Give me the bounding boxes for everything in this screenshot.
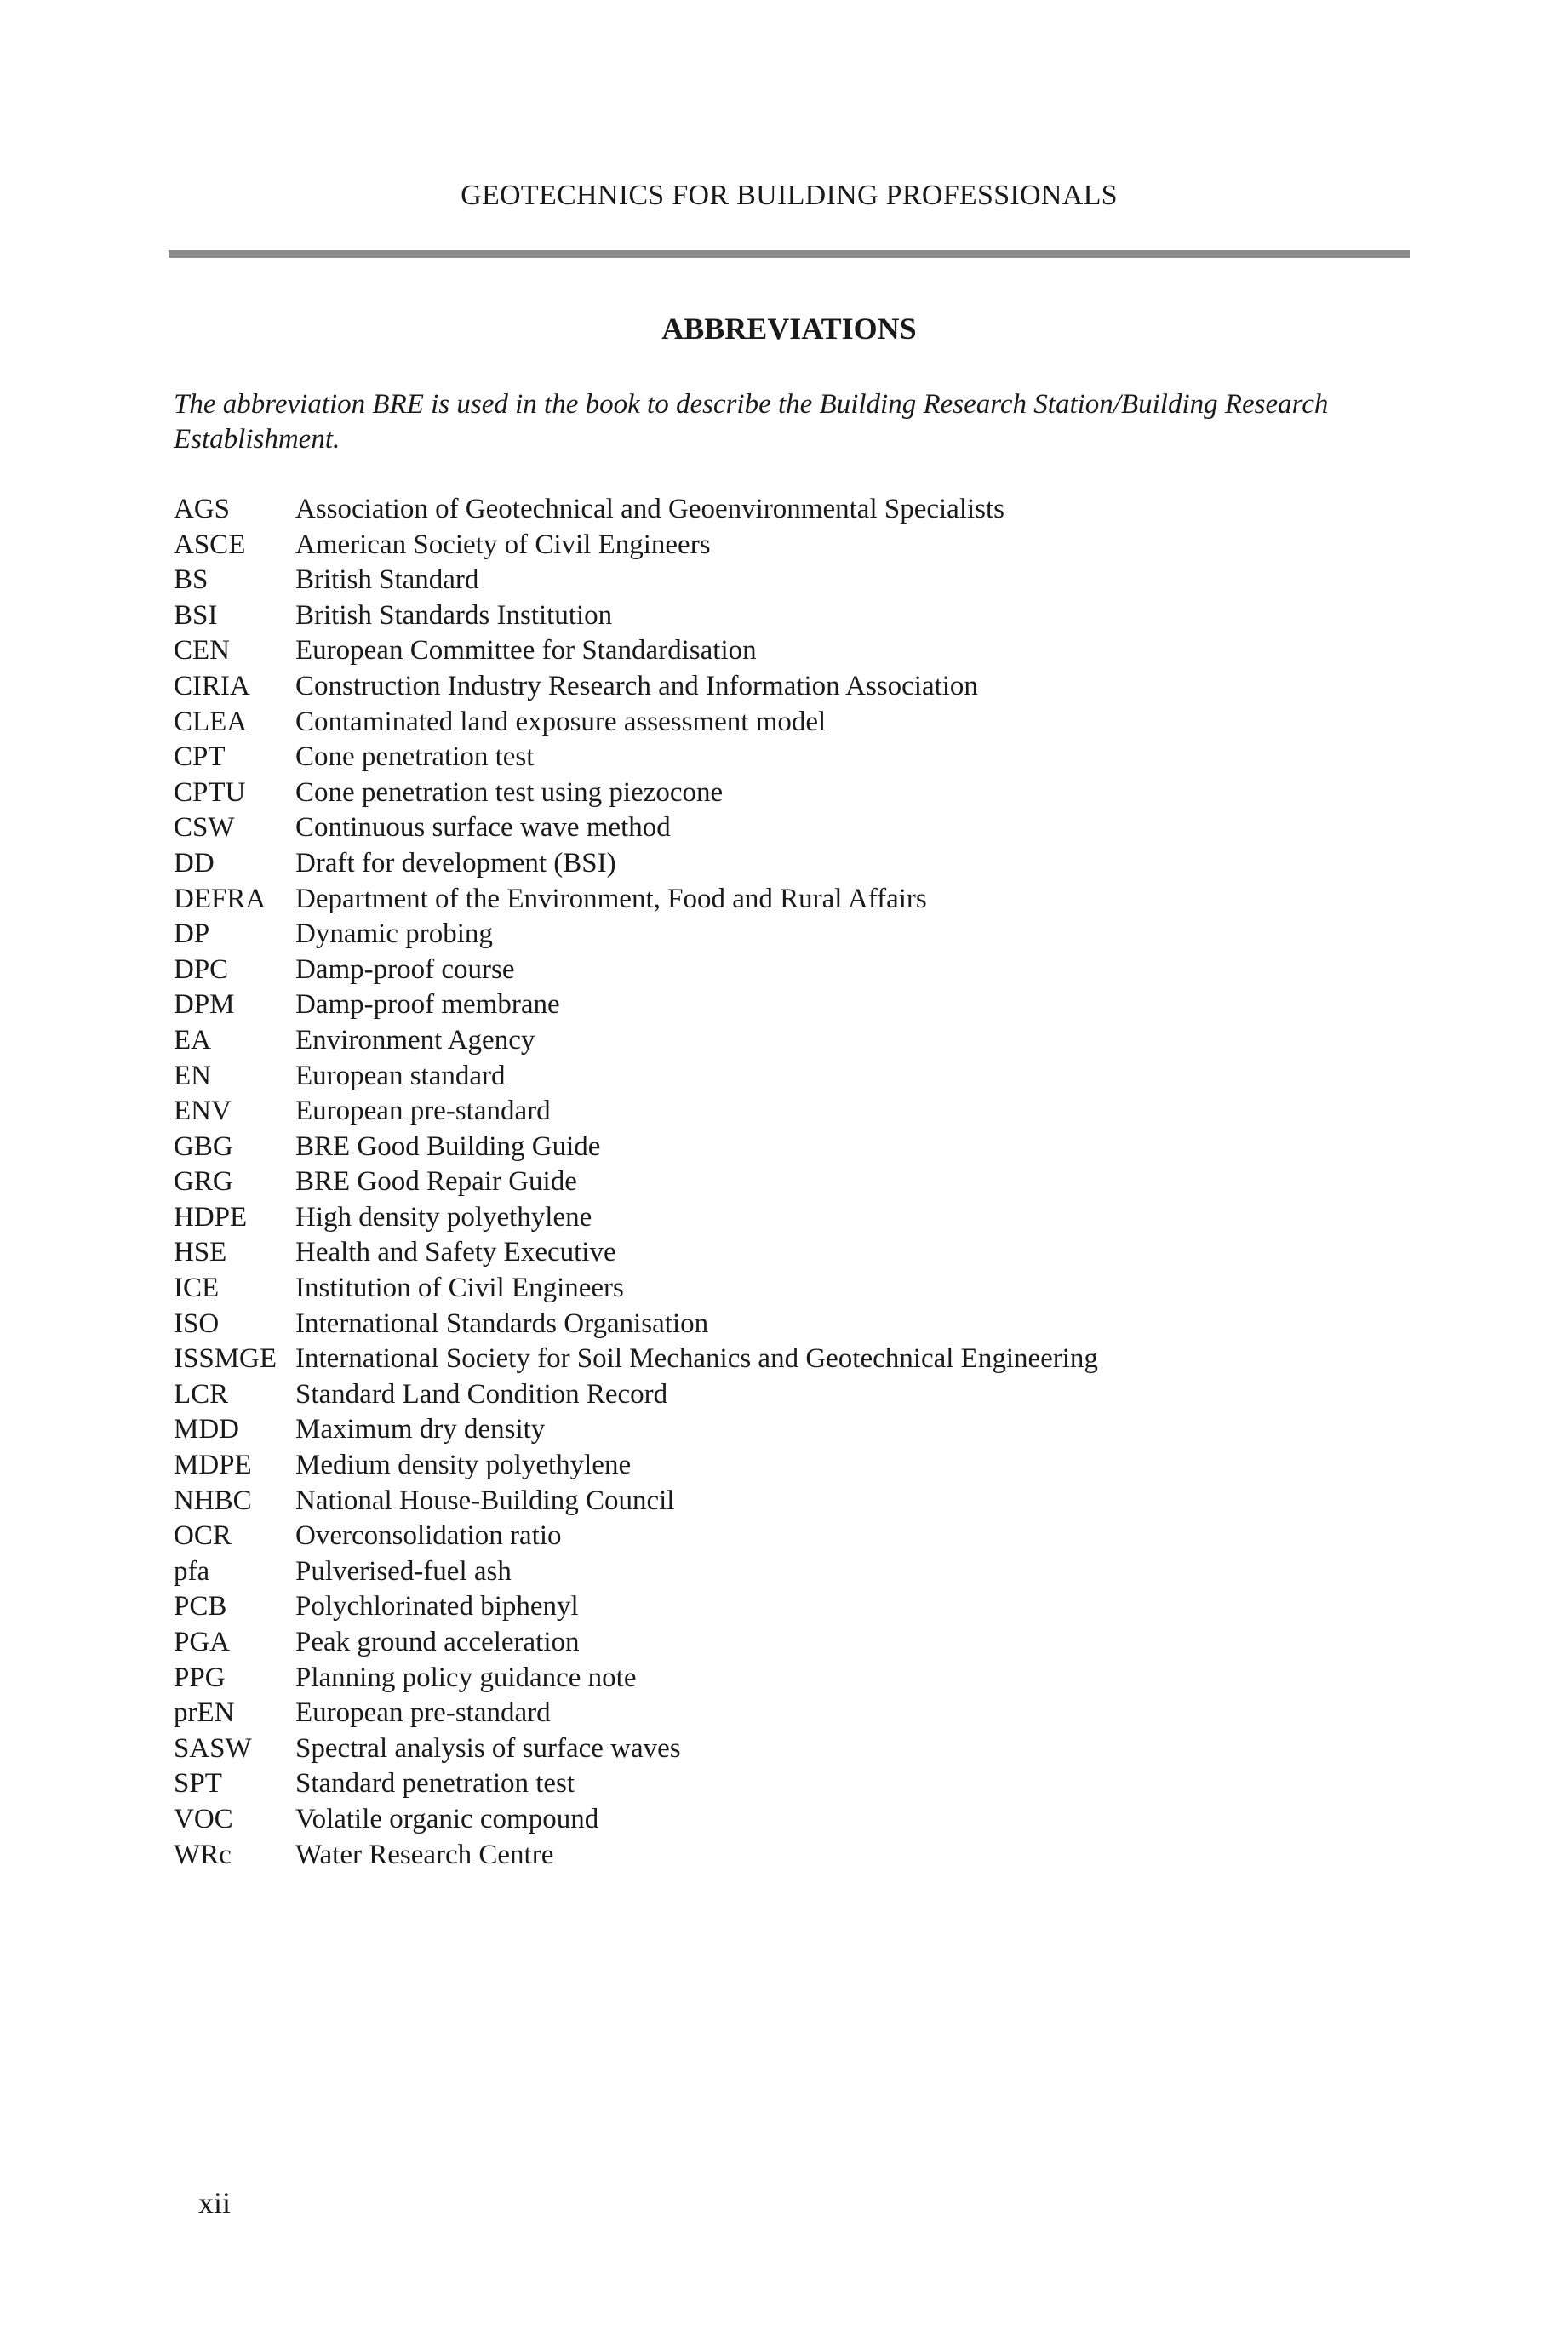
abbreviation-meaning: Maximum dry density	[295, 1414, 546, 1445]
abbreviation-entry	[174, 705, 1399, 741]
abbreviation-code: ASCE	[174, 529, 246, 560]
abbreviation-code: HDPE	[174, 1201, 248, 1233]
abbreviation-meaning: Polychlorinated biphenyl	[295, 1591, 579, 1622]
abbreviation-meaning: Standard penetration test	[295, 1768, 575, 1800]
abbreviation-entry	[174, 633, 1399, 669]
abbreviation-meaning: Construction Industry Research and Information Association	[295, 670, 978, 701]
abbreviation-entry	[174, 846, 1399, 882]
abbreviation-entry	[174, 1130, 1399, 1165]
abbreviation-entry	[174, 1412, 1399, 1448]
abbreviation-meaning: Environment Agency	[295, 1024, 535, 1056]
abbreviation-meaning: Department of the Environment, Food and Rural Affairs	[295, 883, 927, 914]
abbreviation-entry	[174, 740, 1399, 775]
abbreviation-entry	[174, 1484, 1399, 1519]
abbreviation-entry	[174, 598, 1399, 634]
abbreviation-meaning: Dynamic probing	[295, 918, 493, 950]
abbreviation-code: ISO	[174, 1308, 220, 1339]
abbreviation-meaning: High density polyethylene	[295, 1201, 592, 1233]
abbreviation-meaning: European pre-standard	[295, 1697, 551, 1729]
abbreviation-meaning: European pre-standard	[295, 1096, 551, 1127]
abbreviation-meaning: British Standard	[295, 564, 479, 596]
abbreviation-code: CLEA	[174, 706, 248, 737]
section-title: ABBREVIATIONS	[661, 312, 917, 346]
abbreviation-code: MDPE	[174, 1450, 252, 1481]
abbreviation-code: VOC	[174, 1803, 233, 1834]
abbreviation-entry	[174, 1271, 1399, 1307]
abbreviation-code: prEN	[174, 1697, 235, 1729]
abbreviation-entry	[174, 1023, 1399, 1059]
abbreviation-meaning: Health and Safety Executive	[295, 1237, 616, 1268]
abbreviation-code: WRc	[174, 1839, 232, 1870]
abbreviation-meaning: British Standards Institution	[295, 599, 613, 631]
abbreviation-entry	[174, 1554, 1399, 1590]
abbreviation-meaning: Volatile organic compound	[295, 1803, 599, 1834]
abbreviation-entry	[174, 1448, 1399, 1484]
abbreviation-entry	[174, 563, 1399, 598]
abbreviation-meaning: Continuous surface wave method	[295, 812, 671, 844]
abbreviation-meaning: Damp-proof membrane	[295, 989, 560, 1021]
abbreviation-code: GRG	[174, 1166, 233, 1198]
abbreviation-meaning: Cone penetration test using piezocone	[295, 776, 724, 808]
abbreviation-meaning: Institution of Civil Engineers	[295, 1273, 624, 1304]
abbreviation-entry	[174, 1519, 1399, 1554]
abbreviation-meaning: National House-Building Council	[295, 1485, 675, 1516]
abbreviation-code: DD	[174, 847, 215, 878]
abbreviation-meaning: Damp-proof course	[295, 953, 515, 985]
abbreviation-meaning: Water Research Centre	[295, 1839, 554, 1870]
abbreviation-code: SASW	[174, 1732, 252, 1764]
abbreviation-entry	[174, 1838, 1399, 1874]
abbreviation-meaning: Medium density polyethylene	[295, 1450, 632, 1481]
abbreviation-meaning: Peak ground acceleration	[295, 1627, 580, 1657]
abbreviation-code: PCB	[174, 1591, 227, 1622]
abbreviation-code: pfa	[174, 1555, 210, 1587]
abbreviation-code: LCR	[174, 1378, 229, 1410]
abbreviation-code: CSW	[174, 812, 235, 844]
abbreviation-entry	[174, 1589, 1399, 1625]
page-number: xii	[198, 2186, 232, 2220]
abbreviation-entry	[174, 1059, 1399, 1095]
abbreviation-code: DP	[174, 918, 210, 950]
intro-note: The abbreviation BRE is used in the book to describe the Building Research Station/Building Research Establishment.	[174, 389, 1329, 455]
abbreviation-meaning: Draft for development (BSI)	[295, 847, 616, 878]
abbreviation-code: NHBC	[174, 1485, 252, 1516]
abbreviation-entry	[174, 1094, 1399, 1130]
abbreviation-meaning: Cone penetration test	[295, 741, 535, 773]
abbreviation-entry	[174, 953, 1399, 988]
abbreviation-entry	[174, 775, 1399, 811]
abbreviation-meaning: European Committee for Standardisation	[295, 635, 757, 667]
abbreviation-code: ENV	[174, 1096, 232, 1127]
abbreviation-entry	[174, 1165, 1399, 1200]
abbreviation-entry	[174, 810, 1399, 846]
abbreviation-code: MDD	[174, 1414, 240, 1445]
abbreviation-meaning: Pulverised-fuel ash	[295, 1555, 512, 1587]
abbreviation-entry	[174, 917, 1399, 953]
abbreviation-entry	[174, 882, 1399, 918]
abbreviation-meaning: Spectral analysis of surface waves	[295, 1732, 681, 1764]
abbreviation-entry	[174, 1200, 1399, 1236]
abbreviation-meaning: American Society of Civil Engineers	[295, 529, 711, 560]
abbreviation-entry	[174, 1661, 1399, 1697]
abbreviation-meaning: European standard	[295, 1060, 506, 1091]
abbreviation-entry	[174, 669, 1399, 705]
abbreviation-meaning: International Standards Organisation	[295, 1308, 709, 1339]
abbreviation-code: PPG	[174, 1662, 226, 1693]
abbreviation-code: CEN	[174, 635, 230, 667]
abbreviation-code: DPC	[174, 953, 229, 985]
abbreviation-code: CIRIA	[174, 670, 250, 701]
abbreviation-entry	[174, 987, 1399, 1023]
abbreviation-entry	[174, 1802, 1399, 1838]
abbreviation-meaning: Planning policy guidance note	[295, 1662, 637, 1693]
abbreviation-meaning: Association of Geotechnical and Geoenvironmental Specialists	[295, 494, 1005, 524]
abbreviation-meaning: Standard Land Condition Record	[295, 1378, 668, 1410]
abbreviation-entry	[174, 1235, 1399, 1271]
abbreviation-code: DEFRA	[174, 883, 266, 914]
abbreviation-entry	[174, 1696, 1399, 1731]
abbreviation-entry	[174, 528, 1399, 564]
abbreviation-meaning: International Society for Soil Mechanics and Geotechnical Engineering	[295, 1343, 1098, 1375]
abbreviation-meaning: Contaminated land exposure assessment model	[295, 706, 827, 737]
abbreviation-code: GBG	[174, 1130, 233, 1162]
abbreviation-code: DPM	[174, 989, 235, 1021]
abbreviation-code: PGA	[174, 1627, 231, 1657]
abbreviation-code: ICE	[174, 1273, 220, 1304]
abbreviation-code: ISSMGE	[174, 1343, 278, 1375]
header-rule	[169, 250, 1410, 258]
abbreviation-code: AGS	[174, 494, 231, 524]
abbreviation-meaning: BRE Good Building Guide	[295, 1130, 601, 1162]
abbreviation-entry	[174, 492, 1399, 528]
abbreviation-meaning: BRE Good Repair Guide	[295, 1166, 577, 1198]
abbreviation-code: HSE	[174, 1237, 227, 1268]
running-head: GEOTECHNICS FOR BUILDING PROFESSIONALS	[461, 180, 1118, 211]
abbreviation-code: EN	[174, 1060, 211, 1091]
abbreviation-entry	[174, 1731, 1399, 1767]
abbreviation-entry	[174, 1625, 1399, 1661]
abbreviation-meaning: Overconsolidation ratio	[295, 1520, 562, 1552]
abbreviation-code: CPT	[174, 741, 226, 773]
abbreviation-entry	[174, 1377, 1399, 1413]
abbreviation-code: BS	[174, 564, 209, 596]
abbreviation-code: SPT	[174, 1768, 222, 1800]
abbreviation-entry	[174, 1307, 1399, 1342]
abbreviation-code: OCR	[174, 1520, 232, 1552]
abbreviation-entry	[174, 1766, 1399, 1802]
abbreviation-list	[174, 492, 1399, 1873]
abbreviation-code: EA	[174, 1024, 211, 1056]
abbreviation-code: BSI	[174, 599, 218, 631]
abbreviation-code: CPTU	[174, 776, 246, 808]
abbreviation-entry	[174, 1342, 1399, 1377]
